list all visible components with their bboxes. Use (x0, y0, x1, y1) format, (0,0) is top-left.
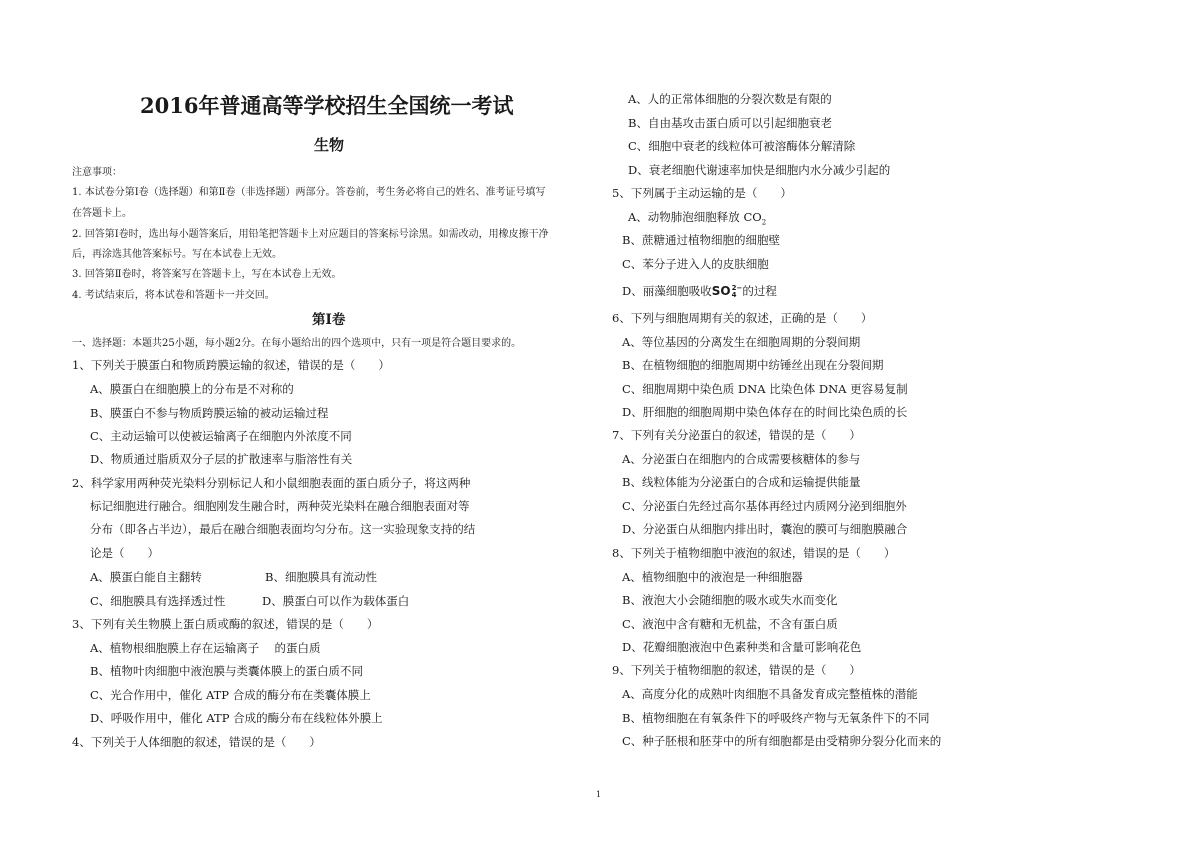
q4-option-c: C、细胞中衰老的线粒体可被溶酶体分解清除 (628, 139, 856, 153)
q8-option-d: D、花瓣细胞液泡中色素种类和含量可影响花色 (622, 640, 862, 654)
q1-option-b: B、膜蛋白不参与物质跨膜运输的被动运输过程 (90, 406, 329, 420)
q5-option-d (622, 284, 777, 299)
subject-title: 生物 (314, 136, 345, 154)
note-line-3: 2. 回答第Ⅰ卷时，选出每小题答案后，用铅笔把答题卡上对应题目的答案标号涂黑。如需改动，用橡皮擦干净 (72, 229, 549, 240)
sulfate-formula-charge: 2− (731, 283, 743, 292)
q4-option-b: B、自由基攻击蛋白质可以引起细胞衰老 (628, 116, 832, 130)
q9-option-a: A、高度分化的成熟叶肉细胞不具备发育成完整植株的潜能 (622, 687, 918, 701)
section-title: 第Ⅰ卷 (312, 312, 346, 328)
q2-option-a: A、膜蛋白能自主翻转 (90, 570, 202, 584)
sulfate-formula-base: SO (711, 284, 731, 298)
q8-stem: 8、下列关于植物细胞中液泡的叙述，错误的是（ ） (612, 546, 896, 560)
q3-option-c: C、光合作用中，催化 ATP 合成的酶分布在类囊体膜上 (90, 688, 371, 702)
q9-option-c: C、种子胚根和胚芽中的所有细胞都是由受精卵分裂分化而来的 (622, 734, 942, 748)
q5-option-a-subscript: 2 (761, 218, 767, 227)
sulfate-formula (712, 284, 743, 298)
q5-option-d-pre: D、丽藻细胞吸收 (622, 284, 712, 298)
q1-option-c: C、主动运输可以使被运输离子在细胞内外浓度不同 (90, 429, 352, 443)
q5-stem: 5、下列属于主动运输的是（ ） (612, 186, 792, 200)
q7-option-a: A、分泌蛋白在细胞内的合成需要核糖体的参与 (622, 452, 861, 466)
q6-option-b: B、在植物细胞的细胞周期中纺锤丝出现在分裂间期 (622, 358, 884, 372)
exam-title: 2016年普通高等学校招生全国统一考试 (140, 93, 514, 118)
note-line-5: 3. 回答第Ⅱ卷时，将答案写在答题卡上，写在本试卷上无效。 (72, 269, 342, 280)
q6-option-d: D、肝细胞的细胞周期中染色体存在的时间比染色质的长 (622, 405, 908, 419)
q3-option-d: D、呼吸作用中，催化 ATP 合成的酶分布在线粒体外膜上 (90, 711, 383, 725)
q4-option-d: D、衰老细胞代谢速率加快是细胞内水分减少引起的 (628, 163, 891, 177)
q3-option-b: B、植物叶肉细胞中液泡膜与类囊体膜上的蛋白质不同 (90, 664, 363, 678)
q8-option-a: A、植物细胞中的液泡是一种细胞器 (622, 570, 803, 584)
q2-stem-line-3: 分布（即各占半边），最后在融合细胞表面均匀分布。这一实验现象支持的结 (90, 522, 476, 536)
q5-option-d-post: 的过程 (742, 284, 777, 298)
q3-option-a: A、植物根细胞膜上存在运输离子 的蛋白质 (90, 641, 321, 655)
q7-option-b: B、线粒体能为分泌蛋白的合成和运输提供能量 (622, 475, 861, 489)
q1-option-d: D、物质通过脂质双分子层的扩散速率与脂溶性有关 (90, 452, 353, 466)
q2-option-b: B、细胞膜具有流动性 (265, 570, 377, 584)
q3-stem: 3、下列有关生物膜上蛋白质或酶的叙述，错误的是（ ） (72, 617, 379, 631)
q5-option-b: B、蔗糖通过植物细胞的细胞壁 (622, 233, 780, 247)
q4-stem: 4、下列关于人体细胞的叙述，错误的是（ ） (72, 735, 321, 749)
q5-option-c: C、苯分子进入人的皮肤细胞 (622, 257, 769, 271)
q7-option-d: D、分泌蛋白从细胞内排出时，囊泡的膜可与细胞膜融合 (622, 522, 908, 536)
q7-option-c: C、分泌蛋白先经过高尔基体再经过内质网分泌到细胞外 (622, 499, 907, 513)
q6-option-a: A、等位基因的分离发生在细胞周期的分裂间期 (622, 335, 861, 349)
q8-option-b: B、液泡大小会随细胞的吸水或失水而变化 (622, 593, 838, 607)
q2-stem-line-2: 标记细胞进行融合。细胞刚发生融合时，两种荧光染料在融合细胞表面对等 (90, 499, 470, 513)
q2-stem-line-4: 论是（ ） (90, 546, 159, 560)
q6-option-c: C、细胞周期中染色质 DNA 比染色体 DNA 更容易复制 (622, 382, 908, 396)
page-number: 1 (596, 790, 602, 799)
note-line-6: 4. 考试结束后，将本试卷和答题卡一并交回。 (72, 290, 275, 301)
note-line-2: 在答题卡上。 (72, 208, 132, 219)
q9-option-b: B、植物细胞在有氧条件下的呼吸终产物与无氧条件下的不同 (622, 711, 930, 725)
q1-stem: 1、下列关于膜蛋白和物质跨膜运输的叙述，错误的是（ ） (72, 358, 390, 372)
q2-stem-line-1: 2、科学家用两种荧光染料分别标记人和小鼠细胞表面的蛋白质分子，将这两种 (72, 476, 471, 490)
q2-option-d: D、膜蛋白可以作为载体蛋白 (262, 594, 410, 608)
q1-option-a: A、膜蛋白在细胞膜上的分布是不对称的 (90, 382, 294, 396)
q2-option-c: C、细胞膜具有选择透过性 (90, 594, 226, 608)
section-instruction: 一、选择题：本题共25小题，每小题2分。在每小题给出的四个选项中，只有一项是符合题目要求的。 (72, 338, 522, 349)
sulfate-formula-subscript: 4 (731, 290, 737, 299)
note-line-4: 后，再涂选其他答案标号。写在本试卷上无效。 (72, 249, 282, 260)
q5-option-a (628, 210, 766, 229)
q6-stem: 6、下列与细胞周期有关的叙述，正确的是（ ） (612, 311, 873, 325)
q9-stem: 9、下列关于植物细胞的叙述，错误的是（ ） (612, 663, 861, 677)
q5-option-a-text: A、动物肺泡细胞释放 CO (628, 210, 762, 224)
q4-option-a: A、人的正常体细胞的分裂次数是有限的 (628, 92, 832, 106)
q8-option-c: C、液泡中含有糖和无机盐，不含有蛋白质 (622, 617, 838, 631)
note-line-1: 1. 本试卷分第Ⅰ卷（选择题）和第Ⅱ卷（非选择题）两部分。答卷前，考生务必将自己的姓名、准考证号填写 (72, 187, 546, 198)
q7-stem: 7、下列有关分泌蛋白的叙述，错误的是（ ） (612, 428, 861, 442)
notes-heading: 注意事项： (72, 167, 122, 178)
